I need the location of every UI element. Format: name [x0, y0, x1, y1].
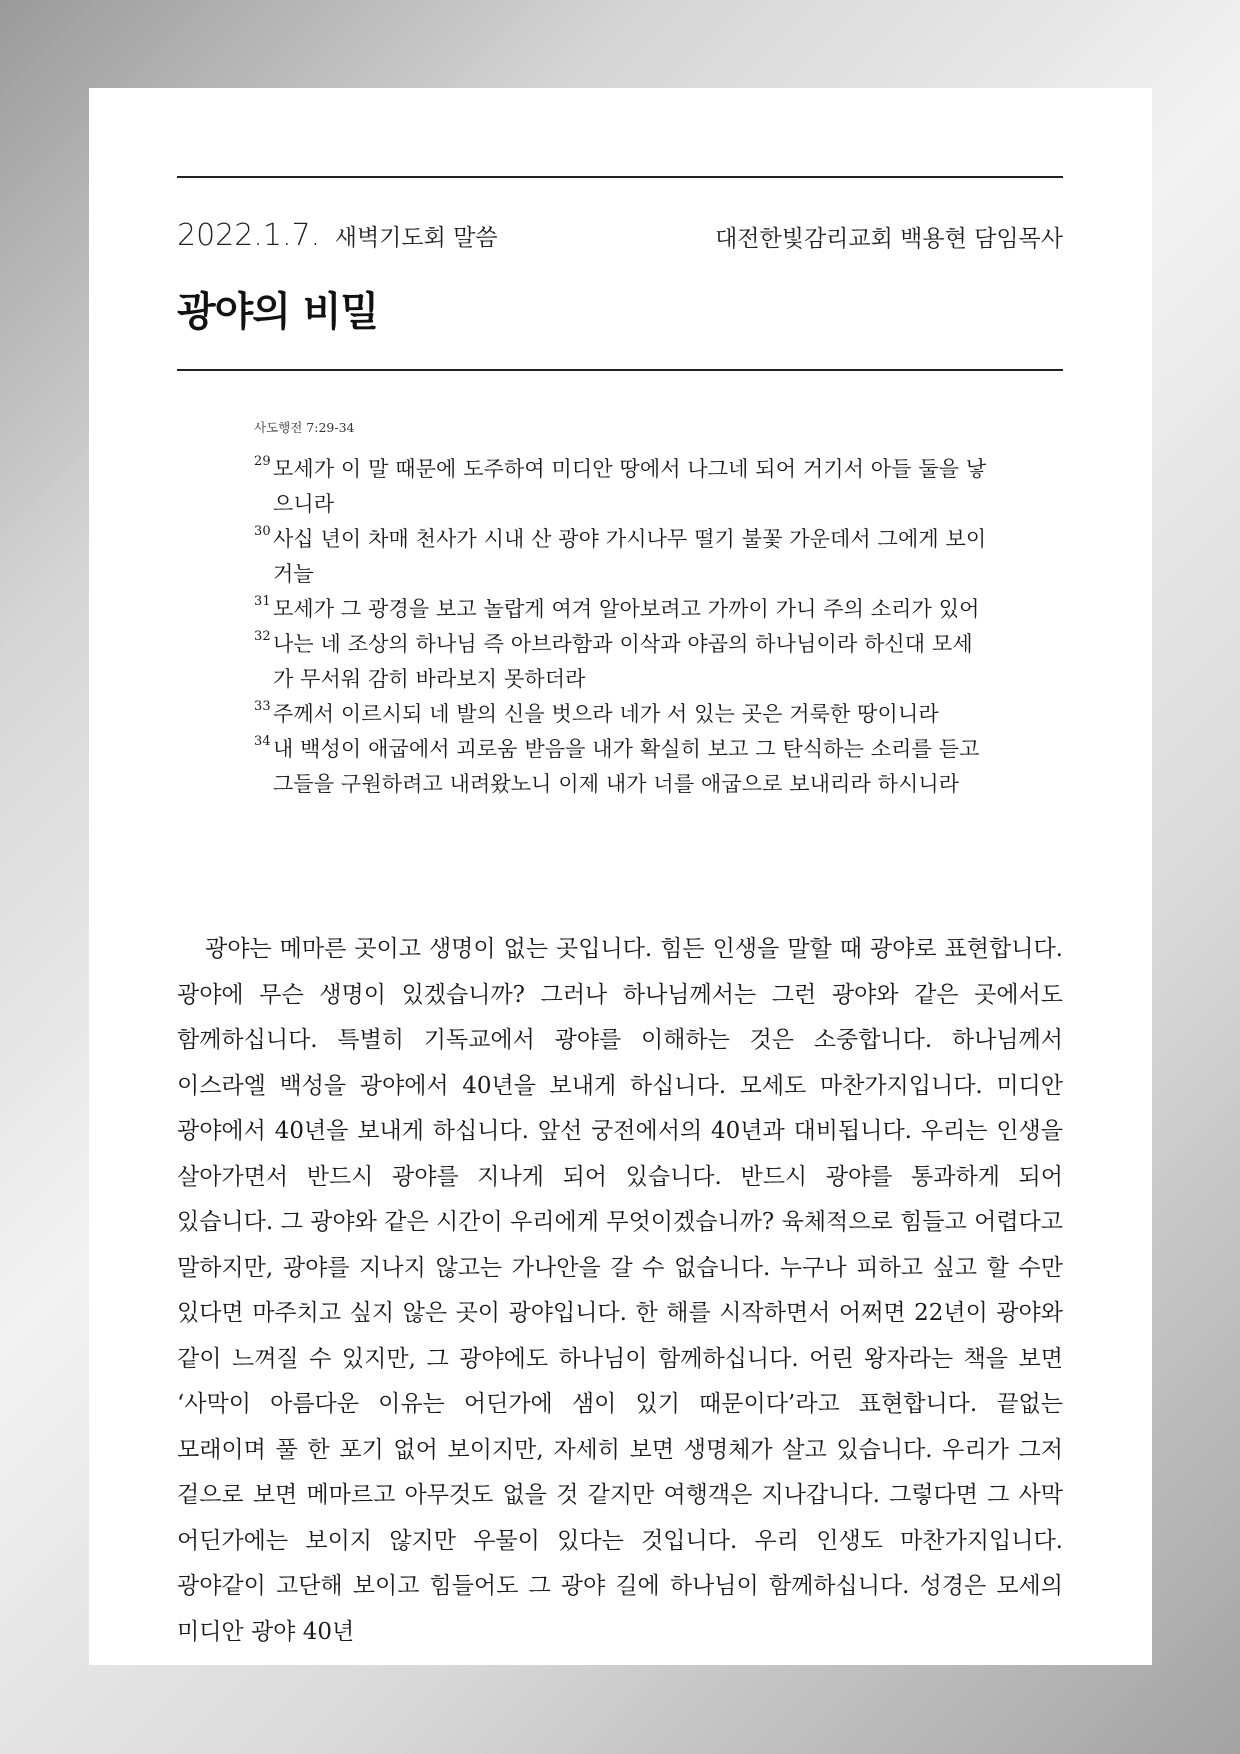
verse-text: 사십 년이 차매 천사가 시내 산 광야 가시나무 떨기 불꽃 가운데서 그에게 보이거늘: [273, 527, 987, 586]
bottom-divider: [177, 369, 1063, 371]
verse-number: 29: [254, 454, 271, 469]
sermon-date: 2022.1.7.: [177, 218, 321, 253]
top-divider: [177, 176, 1063, 178]
verse-text: 내 백성이 애굽에서 괴로움 받음을 내가 확실히 보고 그 탄식하는 소리를 듣고 그들을 구원하려고 내려왔노니 이제 내가 너를 애굽으로 보내리라 하시니라: [273, 737, 980, 796]
verse-text: 주께서 이르시되 네 발의 신을 벗으라 네가 서 있는 곳은 거룩한 땅이니라: [273, 702, 939, 726]
verse-item: [254, 592, 989, 627]
verse-number: 31: [254, 594, 271, 609]
verse-item: [254, 522, 989, 592]
service-name: 새벽기도회 말씀: [334, 225, 498, 251]
sermon-body: 광야는 메마른 곳이고 생명이 없는 곳입니다. 힘든 인생을 말할 때 광야로 표현합니다. 광야에 무슨 생명이 있겠습니까? 그러나 하나님께서는 그런 광야와 같은 곳에서도 함께하십니다. 특별히 기독교에서 광야를 이해하는 것은 소중합니다. 하나님께서 이스라엘 백성을 광야에서 40년을 보내게 하십니다. 모세도 마찬가지입니다. 미디안 광야에서 40년을 보내게 하십니다. 앞선 궁전에서의 40년과 대비됩니다. 우리는 인생을 살아가면서 반드시 광야를 지나게 되어 있습니다. 반드시 광야를 통과하게 되어 있습니다. 그 광야와 같은 시간이 우리에게 무엇이겠습니까? 육체적으로 힘들고 어렵다고 말하지만, 광야를 지나지 않고는 가나안을 갈 수 없습니다. 누구나 피하고 싶고 할 수만 있다면 마주치고 싶지 않은 곳이 광야입니다. 한 해를 시작하면서 어쩌면 22년이 광야와 같이 느껴질 수 있지만, 그 광야에도 하나님이 함께하십니다. 어린 왕자라는 책을 보면 ‘사막이 아름다운 이유는 어딘가에 샘이 있기 때문이다’라고 표현합니다. 끝없는 모래이며 풀 한 포기 없어 보이지만, 자세히 보면 생명체가 살고 있습니다. 우리가 그저 겉으로 보면 메마르고 아무것도 없을 것 같지만 여행객은 지나갑니다. 그렇다면 그 사막 어딘가에는 보이지 않지만 우물이 있다는 것입니다. 우리 인생도 마찬가지입니다. 광야같이 고단해 보이고 힘들어도 그 광야 길에 하나님이 함께하십니다. 성경은 모세의 미디안 광야 40년: [177, 936, 1063, 1645]
sermon-date-line: [177, 218, 498, 253]
verse-number: 30: [254, 524, 271, 539]
verse-number: 34: [254, 734, 271, 749]
church-pastor-line: [715, 220, 1063, 253]
verse-text: 나는 네 조상의 하나님 즉 아브라함과 이삭과 야곱의 하나님이라 하신대 모세가 무서워 감히 바라보지 못하더라: [273, 632, 973, 691]
verse-list: [254, 452, 989, 802]
verse-text: 모세가 이 말 때문에 도주하여 미디안 땅에서 나그네 되어 거기서 아들 둘을 낳으니라: [273, 457, 987, 516]
verse-number: 32: [254, 629, 271, 644]
verse-item: [254, 452, 989, 522]
scripture-reference: 사도행전 7:29-34: [254, 420, 355, 435]
pastor-name: 백용현: [900, 226, 967, 252]
church-name: 대전한빛감리교회: [715, 226, 893, 252]
document-page: [89, 88, 1152, 1665]
verse-text: 모세가 그 광경을 보고 놀랍게 여겨 알아보려고 가까이 가니 주의 소리가 있어: [273, 597, 980, 621]
verse-item: [254, 697, 989, 732]
sermon-title: 광야의 비밀: [177, 289, 379, 335]
verse-item: [254, 627, 989, 697]
verse-number: 33: [254, 699, 271, 714]
scripture-block: [254, 418, 989, 802]
verse-item: [254, 732, 989, 802]
pastor-title: 담임목사: [974, 226, 1063, 252]
